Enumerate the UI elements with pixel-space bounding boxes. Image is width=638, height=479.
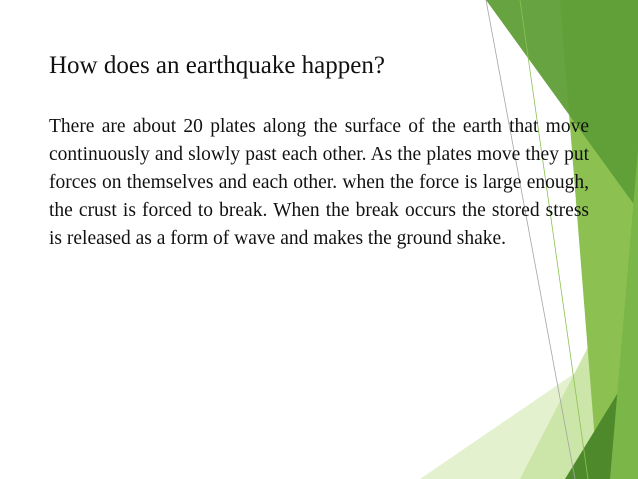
slide-title: How does an earthquake happen?: [49, 52, 385, 79]
slide-body-text: There are about 20 plates along the surface of the earth that move continuously and slowly past each other. As the plates move they put forces on themselves and each other. when the force is large enough, the crust is forced to break. When the break occurs the stored stress is released as a form of wave and makes the ground shake.: [49, 116, 589, 249]
